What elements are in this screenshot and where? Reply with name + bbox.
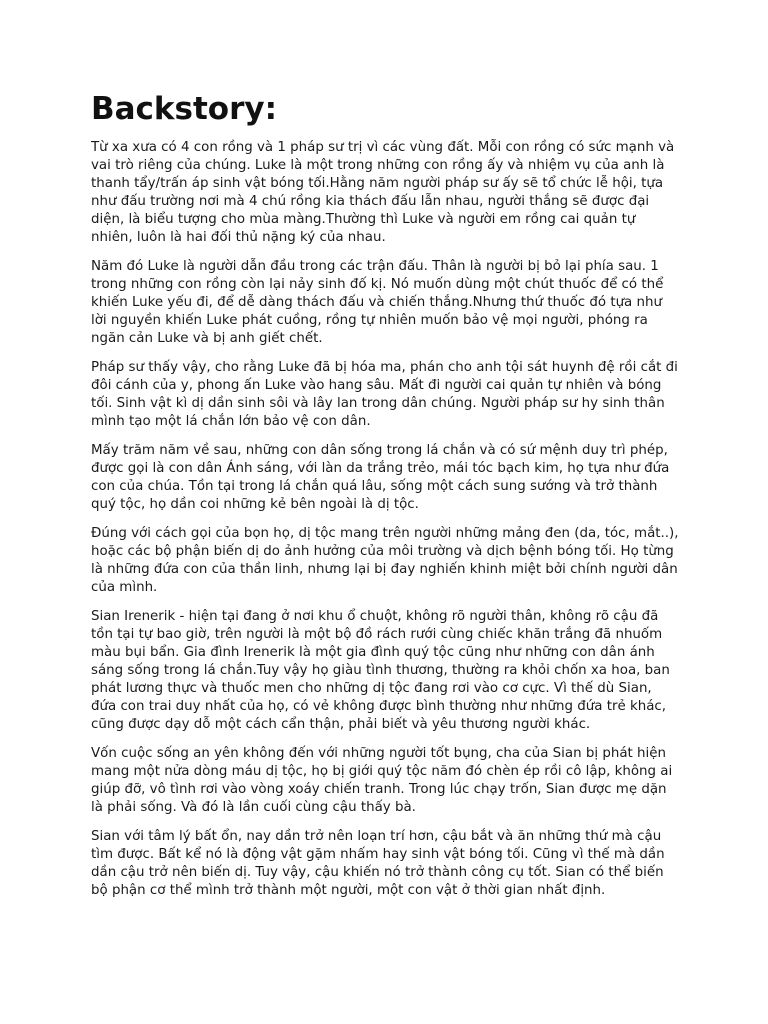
paragraph: Sian Irenerik - hiện tại đang ở nơi khu ổ chuột, không rõ người thân, không rõ cậu đã tồn tại tự bao giờ, trên người là một bộ đồ rách rưới cùng chiếc khăn trắng đã nhuốm màu bụi bẩn. Gia đình Irenerik là một gia đình quý tộc cũng như những con dân ánh sáng sống trong lá chắn.Tuy vậy họ giàu tình thương, thường ra khỏi chốn xa hoa, ban phát lương thực và thuốc men cho những dị tộc đang rơi vào cơ cực. Vì thế dù Sian, đứa con trai duy nhất của họ, có vẻ không được bình thường như những đứa trẻ khác, cũng được dạy dỗ một cách cẩn thận, phải biết và yêu thương người khác.: [91, 609, 670, 732]
document-title: Backstory:: [91, 91, 277, 127]
paragraph: Pháp sư thấy vậy, cho rằng Luke đã bị hóa ma, phán cho anh tội sát huynh đệ rồi cắt đi đôi cánh của y, phong ấn Luke vào hang sâu. Mất đi người cai quản tự nhiên và bóng tối. Sinh vật kì dị dần sinh sôi và lây lan trong dân chúng. Người pháp sư hy sinh thân mình tạo một lá chắn lớn bảo vệ con dân.: [91, 360, 678, 429]
document-page: [91, 90, 681, 911]
paragraph: Năm đó Luke là người dẫn đầu trong các trận đấu. Thân là người bị bỏ lại phía sau. 1 trong những con rồng còn lại nảy sinh đố kị. Nó muốn dùng một chút thuốc để có thể khiến Luke yếu đi, để dễ dàng thách đấu và chiến thắng.Nhưng thứ thuốc đó tựa như lời nguyền khiến Luke phát cuồng, rồng tự nhiên muốn bảo vệ mọi người, phóng ra ngăn cản Luke và bị anh giết chết.: [91, 259, 664, 346]
paragraph: Mấy trăm năm về sau, những con dân sống trong lá chắn và có sứ mệnh duy trì phép, được gọi là con dân Ánh sáng, với làn da trắng trẻo, mái tóc bạch kim, họ tựa như đứa con của chúa. Tồn tại trong lá chắn quá lâu, sống một cách sung sướng và trở thành quý tộc, họ dần coi những kẻ bên ngoài là dị tộc.: [91, 443, 670, 512]
paragraph: Đúng với cách gọi của bọn họ, dị tộc mang trên người những mảng đen (da, tóc, mắt..), hoặc các bộ phận biến dị do ảnh hưởng của môi trường và dịch bệnh bóng tối. Họ từng là những đứa con của thần linh, nhưng lại bị đay nghiến khinh miệt bởi chính người dân của mình.: [91, 526, 679, 595]
paragraph: Sian với tâm lý bất ổn, nay dần trở nên loạn trí hơn, cậu bắt và ăn những thứ mà cậu tìm được. Bất kể nó là động vật gặm nhấm hay sinh vật bóng tối. Cũng vì thế mà dần dần cậu trở nên biến dị. Tuy vậy, cậu khiến nó trở thành công cụ tốt. Sian có thể biến bộ phận cơ thể mình trở thành một người, một con vật ở thời gian nhất định.: [91, 829, 665, 898]
paragraph: Vốn cuộc sống an yên không đến với những người tốt bụng, cha của Sian bị phát hiện mang một nửa dòng máu dị tộc, họ bị giới quý tộc năm đó chèn ép rồi cô lập, không ai giúp đỡ, vô tình rơi vào vòng xoáy chiến tranh. Trong lúc chạy trốn, Sian được mẹ dặn là phải sống. Và đó là lần cuối cùng cậu thấy bà.: [91, 746, 673, 815]
paragraph: Từ xa xưa có 4 con rồng và 1 pháp sư trị vì các vùng đất. Mỗi con rồng có sức mạnh và vai trò riêng của chúng. Luke là một trong những con rồng ấy và nhiệm vụ của anh là thanh tẩy/trấn áp sinh vật bóng tối.Hằng năm người pháp sư ấy sẽ tổ chức lễ hội, tựa như đấu trường nơi mà 4 chú rồng kia thách đấu lẫn nhau, người thắng sẽ được đại diện, là biểu tượng cho mùa màng.Thường thì Luke và người em rồng cai quản tự nhiên, luôn là hai đối thủ nặng ký của nhau.: [91, 140, 675, 245]
